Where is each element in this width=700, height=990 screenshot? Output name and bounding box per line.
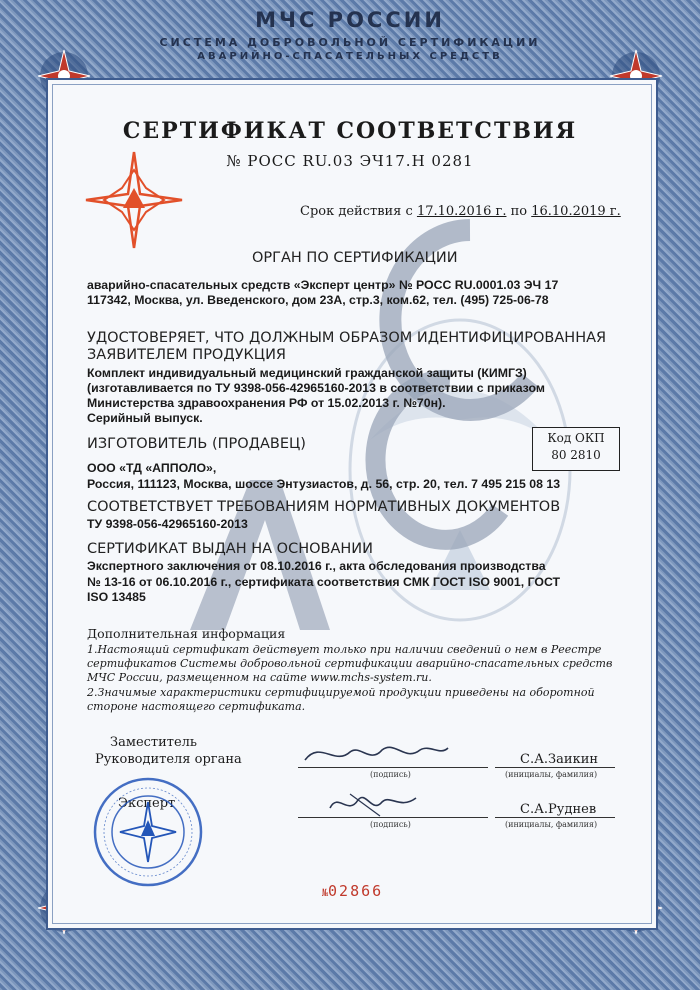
valid-to: 16.10.2019 г. (531, 204, 621, 219)
expert-name: С.А.Руднев (520, 802, 597, 817)
manufacturer-heading: ИЗГОТОВИТЕЛЬ (ПРОДАВЕЦ) (87, 436, 306, 452)
product-line3: Министерства здравоохранения РФ от 15.02.2013 г. №70н). (87, 396, 446, 410)
expert-signature-icon (320, 788, 430, 820)
cert-body-line1: аварийно-спасательных средств «Эксперт центр» № РОСС RU.0001.03 ЭЧ 17 (87, 278, 559, 292)
header-system-line1: СИСТЕМА ДОБРОВОЛЬНОЙ СЕРТИФИКАЦИИ (159, 36, 541, 49)
manufacturer-line1: ООО «ТД «АППОЛО», (87, 461, 217, 475)
serial-value: 02866 (328, 882, 384, 900)
expert-sign-caption: (подпись) (370, 820, 411, 829)
certificate-number: № РОСС RU.03 ЭЧ17.Н 0281 (226, 152, 474, 170)
valid-from: 17.10.2016 г. (416, 204, 507, 219)
note1-line3: МЧС России, размещенном на сайте www.mchs-system.ru. (87, 671, 432, 684)
serial-prefix: № (322, 888, 329, 899)
note1-line1: 1.Настоящий сертификат действует только при наличии сведений о нем в Реестре (87, 643, 602, 656)
product-line2: (изготавливается по ТУ 9398-056-42965160-2013 в соответствии с приказом (87, 381, 545, 395)
validity-period (300, 204, 621, 219)
certificate-title: СЕРТИФИКАТ СООТВЕТСТВИЯ (122, 118, 578, 144)
blank-serial-number (322, 882, 383, 900)
deputy-sign-caption: (подпись) (370, 770, 411, 779)
additional-heading: Дополнительная информация (87, 626, 286, 641)
expert-name-caption: (инициалы, фамилия) (505, 820, 598, 829)
certifies-heading2: ЗАЯВИТЕЛЕМ ПРОДУКЦИЯ (87, 347, 286, 363)
cert-body-heading: ОРГАН ПО СЕРТИФИКАЦИИ (252, 250, 458, 266)
certifies-heading1: УДОСТОВЕРЯЕТ, ЧТО ДОЛЖНЫМ ОБРАЗОМ ИДЕНТИФИЦИРОВАННАЯ (87, 330, 607, 346)
basis-heading: СЕРТИФИКАТ ВЫДАН НА ОСНОВАНИИ (87, 541, 373, 557)
okp-value: 80 2810 (551, 448, 601, 462)
basis-line2: № 13-16 от 06.10.2016 г., сертификата соответствия СМК ГОСТ ISO 9001, ГОСТ (87, 575, 561, 589)
expert-name-line (495, 817, 615, 818)
deputy-name-caption: (инициалы, фамилия) (505, 770, 598, 779)
note2-line1: 2.Значимые характеристики сертифицируемой продукции приведены на оборотной (87, 686, 595, 699)
basis-line3: ISO 13485 (87, 590, 146, 604)
expert-sign-line (298, 817, 488, 818)
official-stamp-icon (92, 776, 204, 888)
conformity-line1: ТУ 9398-056-42965160-2013 (87, 517, 248, 531)
validity-prefix: Срок действия с (300, 204, 413, 219)
expert-label: Эксперт (118, 796, 176, 811)
basis-line1: Экспертного заключения от 08.10.2016 г., акта обследования производства (87, 559, 546, 573)
deputy-name-line (495, 767, 615, 768)
header-org: МЧС РОССИИ (255, 8, 445, 32)
deputy-name: С.А.Заикин (520, 752, 599, 767)
product-line4: Серийный выпуск. (87, 411, 203, 425)
manufacturer-line2: Россия, 111123, Москва, шоссе Энтузиастов, д. 56, стр. 20, тел. 7 495 215 08 13 (87, 477, 561, 491)
note2-line2: стороне настоящего сертификата. (87, 700, 306, 713)
okp-code-box (532, 427, 620, 471)
note1-line2: сертификатов Системы добровольной сертификации аварийно-спасательных средств (87, 657, 613, 670)
deputy-title-line2: Руководителя органа (95, 752, 242, 767)
cert-body-line2: 117342, Москва, ул. Введенского, дом 23А, стр.3, ком.62, тел. (495) 725-06-78 (87, 293, 549, 307)
product-line1: Комплект индивидуальный медицинский гражданской защиты (КИМГЗ) (87, 366, 527, 380)
deputy-sign-line (298, 767, 488, 768)
deputy-title-line1: Заместитель (110, 735, 198, 750)
validity-mid: по (510, 204, 528, 219)
okp-label: Код ОКП (547, 431, 605, 445)
deputy-signature-icon (300, 738, 450, 770)
conformity-heading: СООТВЕТСТВУЕТ ТРЕБОВАНИЯМ НОРМАТИВНЫХ ДОКУМЕНТОВ (87, 499, 561, 515)
header-system-line2: АВАРИЙНО-СПАСАТЕЛЬНЫХ СРЕДСТВ (197, 51, 503, 62)
